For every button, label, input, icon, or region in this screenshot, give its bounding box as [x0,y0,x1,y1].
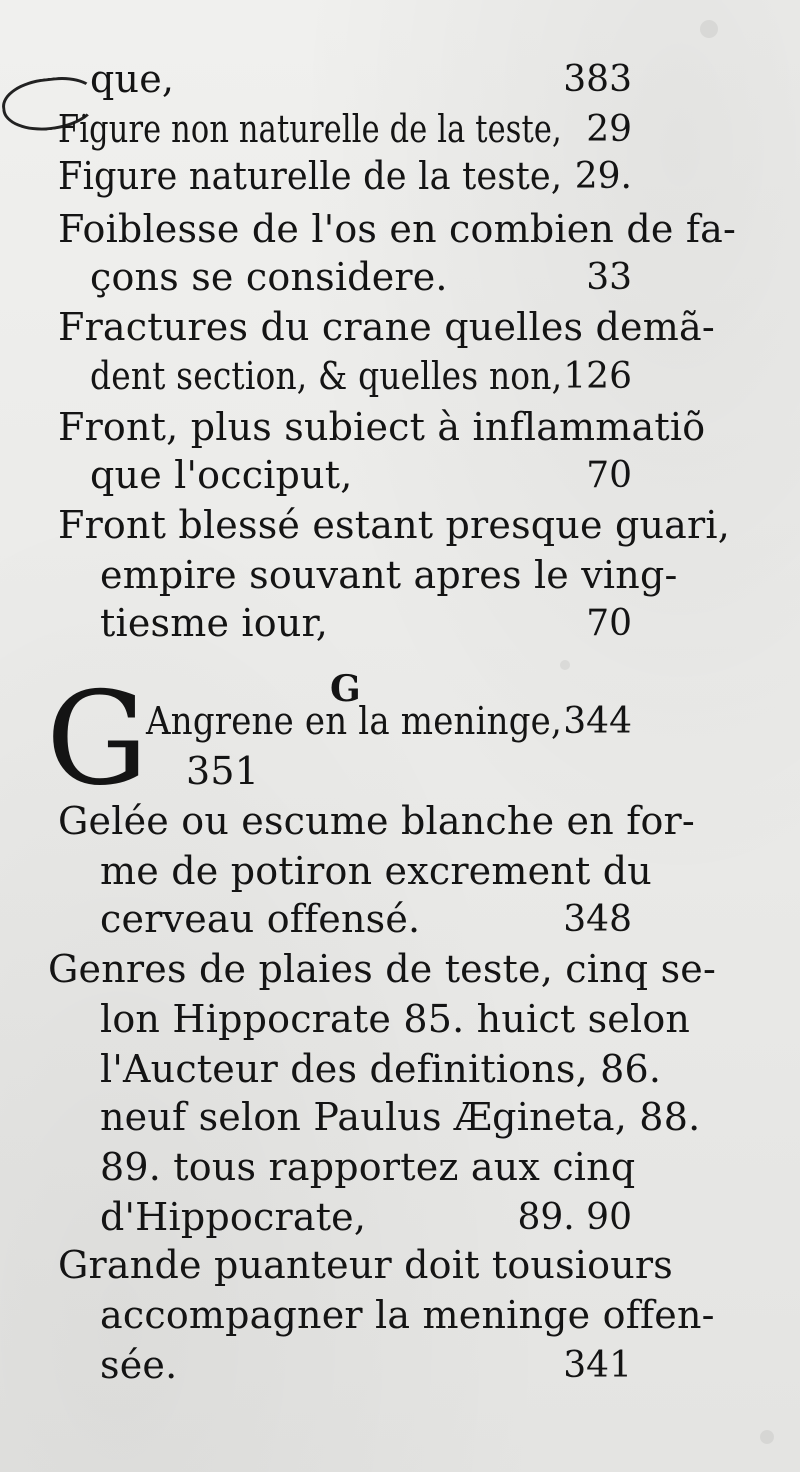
index-line: Figure naturelle de la teste, [58,154,563,198]
index-line: cerveau offensé. [100,897,421,941]
page-ref: 33 [586,257,632,298]
index-line: lon Hippocrate 85. huict selon [100,997,691,1041]
index-line: Front blessé estant presque guari, [58,503,731,547]
index-line: que l'occiput, [90,453,353,497]
index-line: Fractures du crane quelles demã- [58,305,715,349]
page-ref: 29 [586,109,632,150]
page-ref: 89. 90 [517,1197,632,1238]
page-ref: 344 [563,701,632,742]
index-line: l'Aucteur des definitions, 86. [100,1047,662,1091]
page-ref: 29. [574,156,632,197]
index-line: d'Hippocrate, [100,1195,367,1239]
page-ref: 341 [563,1345,632,1386]
index-line: Genres de plaies de teste, cinq se- [48,947,717,991]
index-line: Grande puanteur doit tousiours [58,1243,673,1287]
page-ref: 126 [563,356,632,397]
paper-stain [560,660,570,670]
page-ref: 70 [586,603,632,644]
index-line: Foiblesse de l'os en combien de fa- [58,207,737,251]
paper-stain [700,20,718,38]
index-line: neuf selon Paulus Ægineta, 88. [100,1095,701,1139]
index-line: me de potiron excrement du [100,849,652,893]
index-line: Gelée ou escume blanche en for- [58,799,695,843]
index-line: 351 [186,749,260,793]
index-line: que, [90,57,175,101]
page-ref: 383 [563,59,632,100]
index-line: accompagner la meninge offen- [100,1293,715,1337]
index-line: Angrene en la meninge, [146,699,562,743]
index-line: 89. tous rapportez aux cinq [100,1145,636,1189]
index-line: tiesme iour, [100,601,328,645]
index-line: dent section, & quelles non, [90,354,563,398]
page-ref: 70 [586,455,632,496]
index-line: empire souvant apres le ving- [100,553,678,597]
section-letter: G [330,668,361,710]
paper-stain [760,1430,774,1444]
page-ref: 348 [563,899,632,940]
index-line: Figure non naturelle de la teste, [58,107,562,151]
drop-cap: G [46,665,149,814]
index-line: sée. [100,1343,178,1387]
index-line: Front, plus subiect à inflammatiõ [58,405,706,449]
index-line: çons se considere. [90,255,448,299]
